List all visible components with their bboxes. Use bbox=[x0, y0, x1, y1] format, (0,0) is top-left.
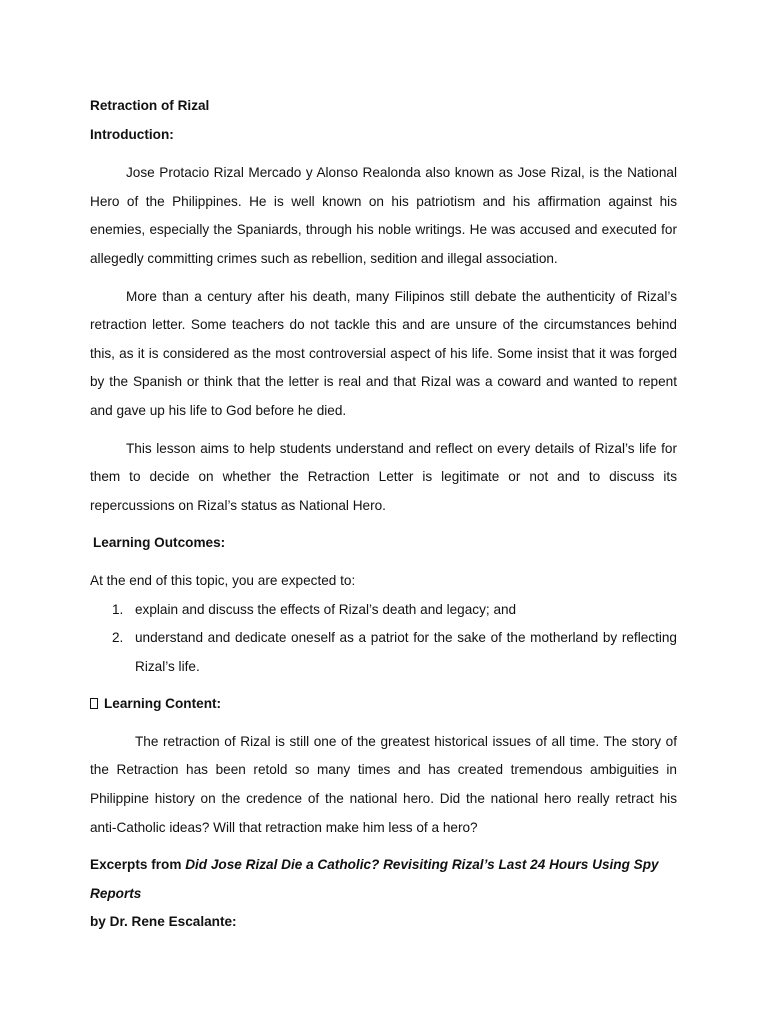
spacer bbox=[90, 149, 677, 159]
spacer bbox=[90, 842, 677, 851]
list-number: 1. bbox=[112, 601, 124, 617]
intro-paragraph-3: This lesson aims to help students understand and reflect on every details of Rizal’s life for them to decide on whether the Retraction Letter is legitimate or not and to discuss its repercussions on Rizal’s status as National Hero. bbox=[90, 440, 677, 513]
intro-paragraph-1: Jose Protacio Rizal Mercado y Alonso Realonda also known as Jose Rizal, is the National Hero of the Philippines. He is well known on his patriotism and his affirmation against his enemies, especially the Spaniards, through his noble writings. He was accused and executed for allegedly committing crimes such as rebellion, sedition and illegal association. bbox=[90, 165, 677, 266]
spacer bbox=[90, 520, 677, 529]
outcomes-lead: At the end of this topic, you are expected to: bbox=[90, 572, 356, 588]
learning-content-heading-row bbox=[90, 690, 677, 719]
learning-outcomes-heading: Learning Outcomes: bbox=[93, 535, 226, 551]
list-item bbox=[90, 624, 677, 681]
outcomes-list bbox=[90, 596, 677, 682]
learning-content-heading: Learning Content: bbox=[104, 696, 222, 712]
spacer bbox=[90, 558, 677, 567]
excerpt-author: by Dr. Rene Escalante: bbox=[90, 914, 237, 930]
introduction-heading: Introduction: bbox=[90, 126, 174, 142]
spacer bbox=[90, 274, 677, 283]
list-item-text: explain and discuss the effects of Rizal’s death and legacy; and bbox=[135, 601, 517, 617]
spacer bbox=[90, 719, 677, 728]
excerpt-citation bbox=[90, 851, 677, 908]
list-item bbox=[90, 596, 677, 625]
spacer bbox=[90, 681, 677, 690]
excerpt-prefix: Excerpts from bbox=[90, 857, 186, 873]
document-page bbox=[90, 92, 677, 937]
list-item-text: understand and dedicate oneself as a patriot for the sake of the motherland by reflecting Rizal’s life. bbox=[135, 630, 677, 674]
learning-content-paragraph: The retraction of Rizal is still one of the greatest historical issues of all time. The story of the Retraction has been retold so many times and has created tremendous ambiguities in Philippine history on the credence of the national hero. Did the national hero really retract his anti-Catholic ideas? Will that retraction make him less of a hero? bbox=[90, 733, 677, 835]
list-number: 2. bbox=[112, 630, 124, 646]
document-title: Retraction of Rizal bbox=[90, 98, 210, 113]
intro-paragraph-2: More than a century after his death, many Filipinos still debate the authenticity of Rizal’s retraction letter. Some teachers do not tackle this and are unsure of the circumstances behind this, as it is considered as the most controversial aspect of his life. Some insist that it was forged by the Spanish or think that the letter is real and that Rizal was a coward and wanted to repent and gave up his life to God before he died. bbox=[90, 288, 677, 418]
excerpt-title: Did Jose Rizal Die a Catholic? Revisiting Rizal’s Last 24 Hours Using Spy Reports bbox=[90, 857, 659, 901]
spacer bbox=[90, 426, 677, 435]
placeholder-box-icon bbox=[90, 698, 98, 709]
